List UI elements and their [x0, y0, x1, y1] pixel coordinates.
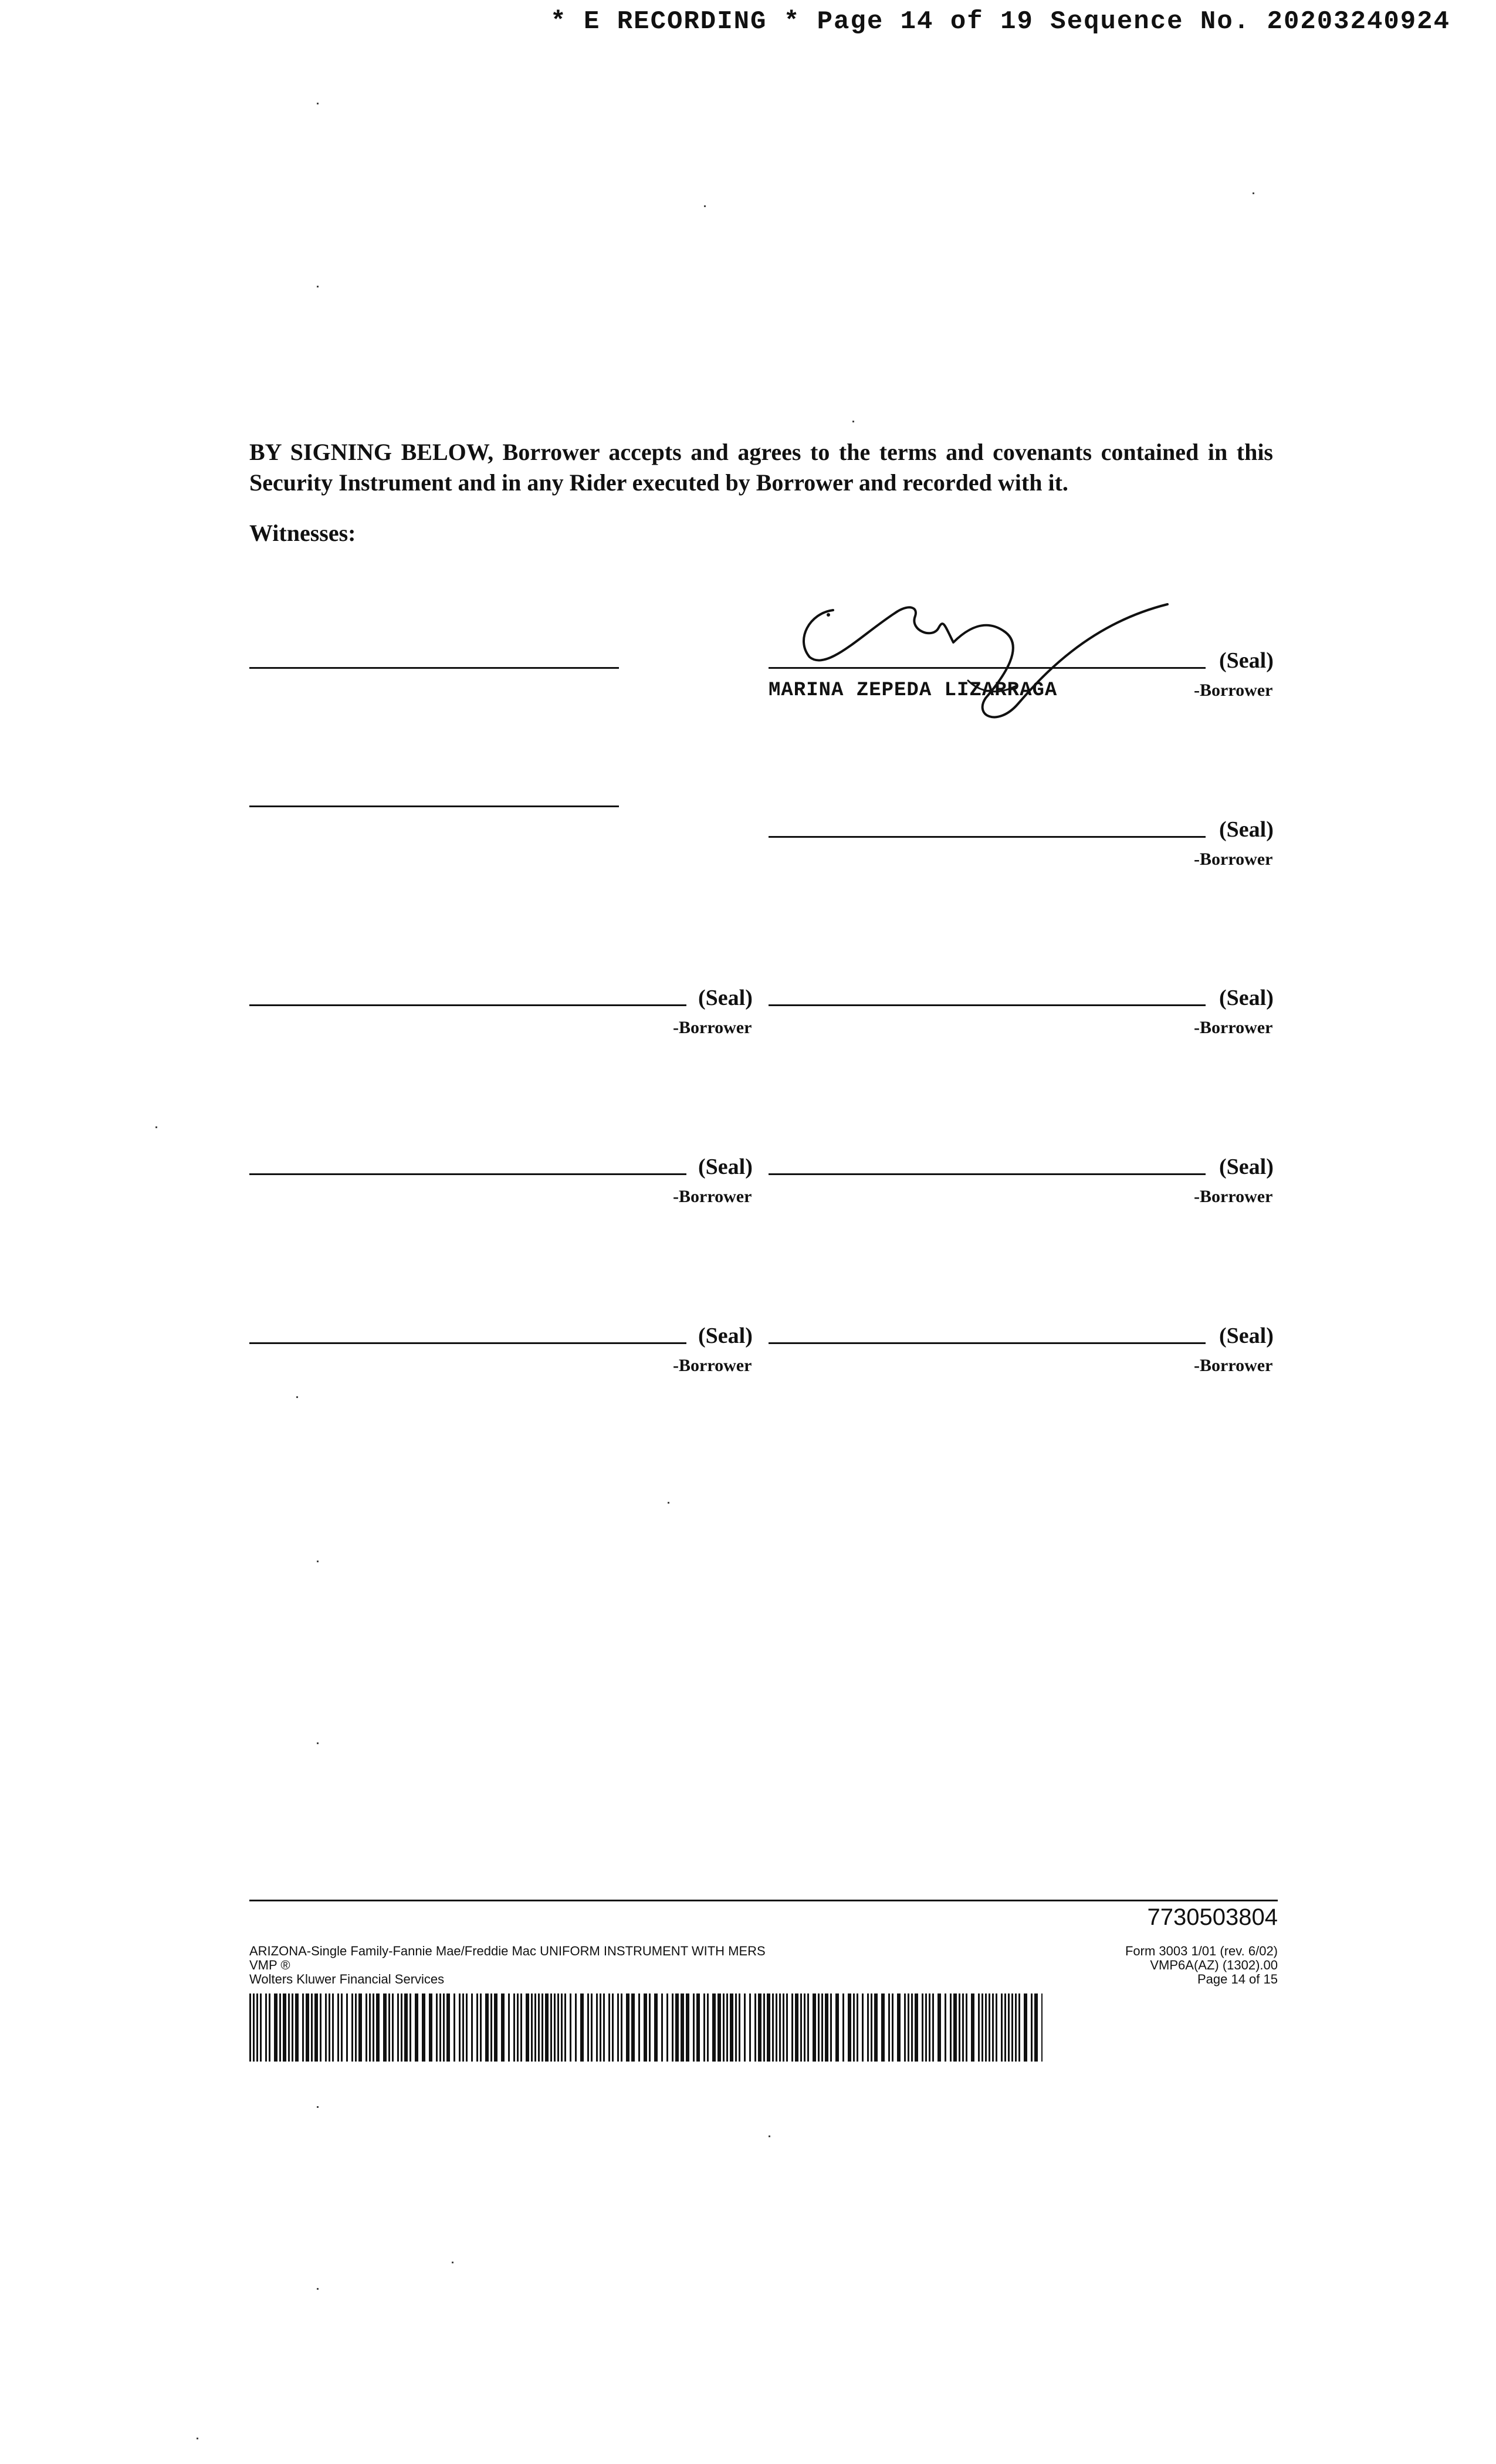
barcode-bar — [779, 1993, 781, 2062]
barcode-bar — [466, 1993, 468, 2062]
barcode-bar — [531, 1993, 533, 2062]
scan-speck — [668, 1502, 669, 1504]
barcode-bar — [436, 1993, 438, 2062]
barcode-bar — [429, 1993, 432, 2062]
barcode-bar — [842, 1993, 844, 2062]
barcode-bar — [494, 1993, 497, 2062]
borrower-6-signature-line — [769, 1173, 1206, 1175]
barcode-bar — [508, 1993, 510, 2062]
barcode-bar — [1001, 1993, 1003, 2062]
barcode-bar — [617, 1993, 619, 2062]
barcode-bar — [256, 1993, 258, 2062]
barcode-bar — [587, 1993, 589, 2062]
barcode-bar — [726, 1993, 728, 2062]
barcode-bar — [409, 1993, 411, 2062]
barcode-bar — [631, 1993, 635, 2062]
barcode-bar — [744, 1993, 746, 2062]
barcode-bar — [554, 1993, 556, 2062]
publisher: Wolters Kluwer Financial Services — [249, 1972, 445, 1986]
witness-line-1 — [249, 667, 619, 669]
borrower-2-label: -Borrower — [1194, 849, 1273, 869]
barcode-bar — [295, 1993, 299, 2062]
barcode-bar — [369, 1993, 371, 2062]
barcode-bar — [274, 1993, 277, 2062]
barcode-bar — [908, 1993, 909, 2062]
barcode-bar — [959, 1993, 960, 2062]
barcode-bar — [392, 1993, 394, 2062]
barcode-bar — [881, 1993, 885, 2062]
barcode-bar — [735, 1993, 737, 2062]
barcode-bar — [932, 1993, 934, 2062]
page-label: Page 14 of 15 — [1197, 1972, 1278, 1986]
barcode-bar — [649, 1993, 651, 2062]
barcode-bar — [538, 1993, 540, 2062]
barcode-bar — [937, 1993, 941, 2062]
barcode-bar — [517, 1993, 519, 2062]
scan-speck — [852, 421, 854, 422]
borrower-7-signature-line — [249, 1342, 686, 1344]
barcode-bar — [306, 1993, 309, 2062]
barcode-bar — [945, 1993, 946, 2062]
barcode-bar — [260, 1993, 262, 2062]
barcode-bar — [337, 1993, 339, 2062]
barcode-bar — [981, 1993, 983, 2062]
barcode-bar — [767, 1993, 770, 2062]
barcode-bar — [783, 1993, 784, 2062]
barcode-bar — [545, 1993, 549, 2062]
barcode-bar — [675, 1993, 679, 2062]
barcode-bar — [288, 1993, 290, 2062]
barcode-bar — [397, 1993, 399, 2062]
barcode-bar — [681, 1993, 684, 2062]
barcode-bar — [804, 1993, 805, 2062]
form-number: Form 3003 1/01 (rev. 6/02) — [1125, 1944, 1278, 1958]
barcode-bar — [564, 1993, 566, 2062]
barcode-bar — [302, 1993, 304, 2062]
barcode-bar — [249, 1993, 251, 2062]
barcode-bar — [603, 1993, 605, 2062]
borrower-8-label: -Borrower — [1194, 1356, 1273, 1375]
borrower-5-seal: (Seal) — [698, 1155, 753, 1179]
barcode-bar — [821, 1993, 823, 2062]
barcode-bar — [686, 1993, 689, 2062]
barcode-bar — [608, 1993, 610, 2062]
barcode-bar — [862, 1993, 864, 2062]
barcode-bar — [786, 1993, 788, 2062]
barcode-bar — [265, 1993, 267, 2062]
barcode — [249, 1993, 1043, 2062]
barcode-bar — [325, 1993, 327, 2062]
barcode-bar — [501, 1993, 505, 2062]
footer-right — [1125, 1944, 1278, 1986]
signing-statement: BY SIGNING BELOW, Borrower accepts and agrees to the terms and covenants contained in this Security Instrument and in any Rider executed by Borrower and recorded with it. — [249, 439, 1273, 496]
barcode-bar — [818, 1993, 820, 2062]
scan-speck — [197, 2438, 198, 2439]
barcode-bar — [654, 1993, 658, 2062]
barcode-bar — [904, 1993, 906, 2062]
scan-speck — [1253, 192, 1254, 194]
barcode-bar — [269, 1993, 270, 2062]
barcode-bar — [358, 1993, 362, 2062]
footer-rule — [249, 1900, 1278, 1901]
scan-speck — [155, 1126, 157, 1128]
borrower-3-signature-line — [249, 1004, 686, 1006]
barcode-bar — [696, 1993, 700, 2062]
vmp-mark: VMP ® — [249, 1958, 290, 1972]
barcode-bar — [388, 1993, 390, 2062]
scan-speck — [317, 103, 319, 104]
borrower-3-label: -Borrower — [673, 1018, 752, 1037]
barcode-bar — [922, 1993, 923, 2062]
barcode-bar — [772, 1993, 774, 2062]
barcode-bar — [962, 1993, 964, 2062]
barcode-bar — [476, 1993, 478, 2062]
barcode-bar — [283, 1993, 286, 2062]
barcode-bar — [591, 1993, 593, 2062]
barcode-bar — [462, 1993, 464, 2062]
scan-speck — [317, 1561, 319, 1562]
barcode-bar — [754, 1993, 756, 2062]
barcode-bar — [672, 1993, 673, 2062]
borrower-4-signature-line — [769, 1004, 1206, 1006]
barcode-bar — [825, 1993, 828, 2062]
barcode-bar — [526, 1993, 529, 2062]
barcode-bar — [666, 1993, 668, 2062]
barcode-bar — [644, 1993, 647, 2062]
barcode-bar — [404, 1993, 408, 2062]
barcode-bar — [332, 1993, 334, 2062]
barcode-bar — [800, 1993, 802, 2062]
barcode-bar — [707, 1993, 709, 2062]
handwritten-signature — [792, 593, 1179, 733]
barcode-bar — [314, 1993, 318, 2062]
scan-speck — [317, 286, 319, 287]
barcode-bar — [966, 1993, 967, 2062]
barcode-bar — [791, 1993, 793, 2062]
barcode-bar — [985, 1993, 987, 2062]
barcode-bar — [749, 1993, 751, 2062]
barcode-bar — [758, 1993, 761, 2062]
barcode-bar — [915, 1993, 918, 2062]
barcode-bar — [888, 1993, 890, 2062]
borrower-2-seal: (Seal) — [1219, 817, 1274, 842]
borrower-3-seal: (Seal) — [698, 986, 753, 1010]
barcode-bar — [1011, 1993, 1013, 2062]
footer-left — [249, 1944, 766, 1986]
barcode-bar — [929, 1993, 930, 2062]
barcode-bar — [346, 1993, 348, 2062]
barcode-bar — [541, 1993, 543, 2062]
barcode-bar — [730, 1993, 733, 2062]
barcode-bar — [795, 1993, 798, 2062]
barcode-bar — [446, 1993, 450, 2062]
barcode-bar — [459, 1993, 461, 2062]
barcode-bar — [596, 1993, 598, 2062]
recording-header: * E RECORDING * Page 14 of 19 Sequence No. 20203240924 — [550, 7, 1450, 36]
barcode-bar — [1008, 1993, 1010, 2062]
barcode-bar — [557, 1993, 559, 2062]
borrower-8-signature-line — [769, 1342, 1206, 1344]
barcode-bar — [490, 1993, 492, 2062]
borrower-5-label: -Borrower — [673, 1187, 752, 1206]
scan-speck — [704, 205, 706, 207]
scan-speck — [296, 1396, 298, 1398]
barcode-bar — [570, 1993, 571, 2062]
barcode-bar — [311, 1993, 313, 2062]
barcode-bar — [415, 1993, 418, 2062]
barcode-bar — [621, 1993, 622, 2062]
form-code: VMP6A(AZ) (1302).00 — [1150, 1958, 1278, 1972]
barcode-bar — [763, 1993, 765, 2062]
barcode-bar — [376, 1993, 380, 2062]
barcode-bar — [871, 1993, 872, 2062]
barcode-bar — [739, 1993, 740, 2062]
barcode-bar — [1034, 1993, 1038, 2062]
witnesses-label: Witnesses: — [249, 520, 356, 546]
barcode-bar — [355, 1993, 357, 2062]
barcode-bar — [575, 1993, 577, 2062]
barcode-bar — [1031, 1993, 1033, 2062]
barcode-bar — [978, 1993, 980, 2062]
borrower-7-label: -Borrower — [673, 1356, 752, 1375]
barcode-bar — [830, 1993, 832, 2062]
scan-speck — [317, 2106, 319, 2108]
barcode-bar — [351, 1993, 353, 2062]
barcode-bar — [971, 1993, 974, 2062]
borrower-4-seal: (Seal) — [1219, 986, 1274, 1010]
barcode-bar — [661, 1993, 663, 2062]
barcode-bar — [848, 1993, 851, 2062]
borrower-1-seal: (Seal) — [1219, 648, 1274, 673]
barcode-bar — [600, 1993, 601, 2062]
borrower-5-signature-line — [249, 1173, 686, 1175]
witness-line-2 — [249, 805, 619, 807]
loan-number: 7730503804 — [1147, 1904, 1278, 1930]
scan-speck — [769, 2135, 770, 2137]
barcode-bar — [953, 1993, 957, 2062]
barcode-bar — [1015, 1993, 1017, 2062]
barcode-bar — [365, 1993, 367, 2062]
barcode-bar — [561, 1993, 563, 2062]
barcode-bar — [580, 1993, 584, 2062]
barcode-bar — [703, 1993, 705, 2062]
barcode-bar — [835, 1993, 839, 2062]
borrower-4-label: -Borrower — [1194, 1018, 1273, 1037]
barcode-bar — [401, 1993, 402, 2062]
barcode-bar — [320, 1993, 321, 2062]
barcode-bar — [439, 1993, 441, 2062]
scan-speck — [452, 2262, 453, 2263]
borrower-7-seal: (Seal) — [698, 1324, 753, 1348]
barcode-bar — [989, 1993, 990, 2062]
barcode-bar — [1018, 1993, 1020, 2062]
barcode-bar — [723, 1993, 725, 2062]
barcode-bar — [1041, 1993, 1043, 2062]
borrower-1-printed-name: MARINA ZEPEDA LIZARRAGA — [769, 679, 1058, 702]
barcode-bar — [996, 1993, 997, 2062]
barcode-bar — [520, 1993, 522, 2062]
barcode-bar — [485, 1993, 489, 2062]
borrower-1-label: -Borrower — [1194, 681, 1273, 700]
borrower-6-label: -Borrower — [1194, 1187, 1273, 1206]
barcode-bar — [513, 1993, 515, 2062]
barcode-bar — [897, 1993, 901, 2062]
barcode-bar — [443, 1993, 445, 2062]
barcode-bar — [383, 1993, 387, 2062]
barcode-bar — [874, 1993, 878, 2062]
barcode-bar — [292, 1993, 293, 2062]
barcode-bar — [453, 1993, 455, 2062]
barcode-bar — [471, 1993, 473, 2062]
barcode-bar — [1024, 1993, 1027, 2062]
barcode-bar — [813, 1993, 816, 2062]
barcode-bar — [279, 1993, 281, 2062]
borrower-2-signature-line — [769, 836, 1206, 838]
barcode-bar — [867, 1993, 869, 2062]
borrower-8-seal: (Seal) — [1219, 1324, 1274, 1348]
barcode-bar — [341, 1993, 343, 2062]
barcode-bar — [717, 1993, 721, 2062]
barcode-bar — [892, 1993, 893, 2062]
barcode-bar — [925, 1993, 927, 2062]
barcode-bar — [911, 1993, 913, 2062]
barcode-bar — [853, 1993, 855, 2062]
barcode-bar — [253, 1993, 255, 2062]
barcode-bar — [776, 1993, 777, 2062]
barcode-bar — [550, 1993, 552, 2062]
form-title: ARIZONA-Single Family-Fannie Mae/Freddie Mac UNIFORM INSTRUMENT WITH MERS — [249, 1944, 766, 1958]
barcode-bar — [422, 1993, 425, 2062]
barcode-bar — [329, 1993, 330, 2062]
barcode-bar — [534, 1993, 536, 2062]
barcode-bar — [807, 1993, 809, 2062]
barcode-bar — [626, 1993, 629, 2062]
scan-speck — [317, 2288, 319, 2290]
barcode-bar — [712, 1993, 716, 2062]
barcode-bar — [857, 1993, 858, 2062]
barcode-bar — [992, 1993, 994, 2062]
borrower-6-seal: (Seal) — [1219, 1155, 1274, 1179]
barcode-bar — [612, 1993, 614, 2062]
barcode-bar — [373, 1993, 374, 2062]
barcode-bar — [1004, 1993, 1006, 2062]
barcode-bar — [638, 1993, 640, 2062]
barcode-bar — [693, 1993, 695, 2062]
scan-speck — [317, 1742, 319, 1744]
barcode-bar — [950, 1993, 952, 2062]
barcode-bar — [480, 1993, 482, 2062]
